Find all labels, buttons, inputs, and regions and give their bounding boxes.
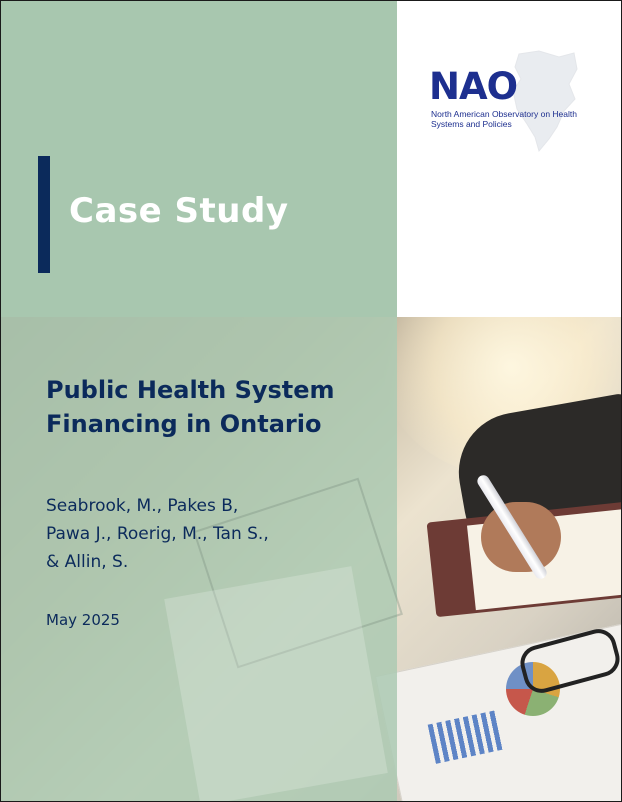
nao-logo-subtitle: North American Observatory on Health Systems and Policies bbox=[431, 109, 577, 129]
report-authors: Seabrook, M., Pakes B, Pawa J., Roerig, M., Tan S., & Allin, S. bbox=[46, 496, 269, 572]
overlay-document-shape bbox=[164, 566, 388, 802]
accent-bar bbox=[38, 156, 50, 273]
report-date: May 2025 bbox=[46, 611, 120, 629]
north-america-map-icon bbox=[509, 49, 579, 154]
green-panel-top bbox=[1, 1, 397, 317]
cover-label: Case Study bbox=[69, 191, 289, 231]
report-title: Public Health System Financing in Ontario bbox=[46, 376, 335, 438]
nao-logo: NAO bbox=[429, 65, 518, 108]
